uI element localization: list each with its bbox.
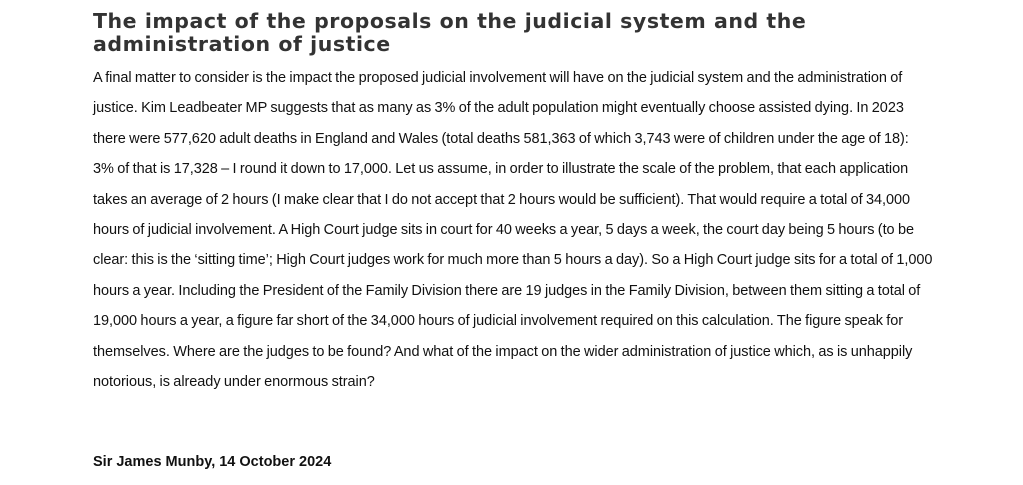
body-paragraph: A final matter to consider is the impact the proposed judicial involvement will have on the judicial system and the administration of justice. Kim Leadbeater MP suggests that as many as 3% of the adult population might eventually choose assisted dying. In 2023 there were 577,620 adult deaths in England and Wales (total deaths 581,363 of which 3,743 were of children under the age of 18): 3% of that is 17,328 – I round it down to 17,000. Let us assume, in order to illustrate the scale of the problem, that each application takes an average of 2 hours (I make clear that I do not accept that 2 hours would be sufficient). That would require a total of 34,000 hours of judicial involvement. A High Court judge sits in court for 40 weeks a year, 5 days a week, the court day being 5 hours (to be clear: this is the ‘sitting time’; High Court judges work for much more than 5 hours a day). So a High Court judge sits for a total of 1,000 hours a year. Including the President of the Family Division there are 19 judges in the Family Division, between them sitting a total of 19,000 hours a year, a figure far short of the 34,000 hours of judicial involvement required on this calculation. The figure speak for themselves. Where are the judges to be found? And what of the impact on the wider administration of justice which, as is unhappily notorious, is already under enormous strain? [93, 70, 933, 391]
section-heading: The impact of the proposals on the judicial system and the administration of justice [93, 9, 807, 56]
article-section [93, 9, 933, 470]
author-signature: Sir James Munby, 14 October 2024 [93, 454, 332, 470]
